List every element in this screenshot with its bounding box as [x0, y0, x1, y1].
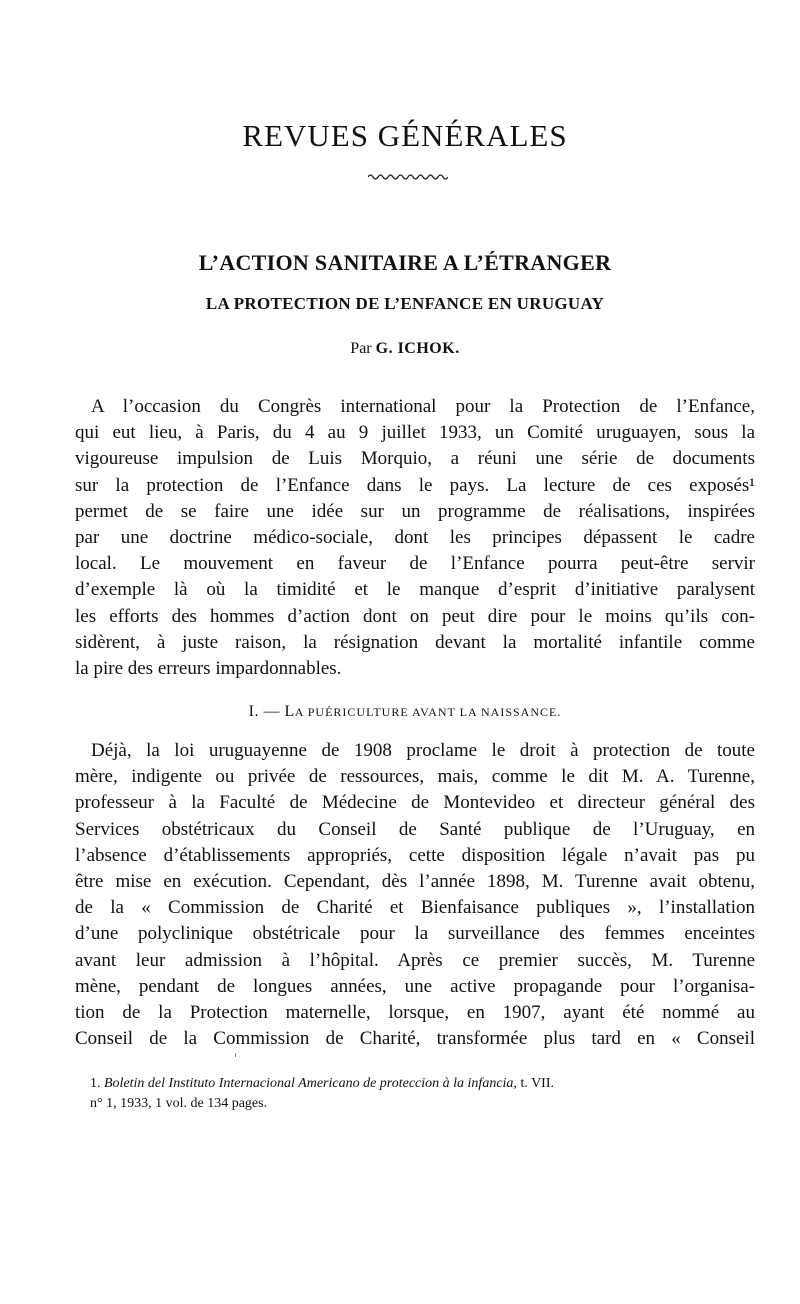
- footnote-number: 1.: [90, 1076, 101, 1091]
- footnote-source: Boletin del Instituto Internacional Americano de proteccion à la infancia,: [104, 1076, 517, 1091]
- section-heading: [0, 703, 800, 721]
- section-title: REVUES GÉNÉRALES: [242, 118, 568, 153]
- byline: [0, 340, 800, 358]
- text-line: local. Le mouvement en faveur de l’Enfance pourra peut-être servir: [75, 553, 755, 575]
- section-title-rest: A PUÉRICULTURE AVANT LA NAISSANCE.: [294, 705, 562, 719]
- wavy-ornament: [368, 172, 448, 182]
- section-number: I. —: [248, 703, 280, 720]
- article-title: L’ACTION SANITAIRE A L’ÉTRANGER: [198, 250, 612, 275]
- text-line: mère, indigente ou privée de ressources, mais, comme le dit M. A. Turenne,: [75, 766, 755, 788]
- text-line: la pire des erreurs impardonnables.: [75, 657, 342, 679]
- byline-prefix: Par: [350, 340, 372, 357]
- text-line: professeur à la Faculté de Médecine de Montevideo et directeur général des: [75, 792, 755, 814]
- footnote: [90, 1074, 754, 1114]
- footnote-separator: [235, 1053, 236, 1057]
- article-subtitle: LA PROTECTION DE L’ENFANCE EN URUGUAY: [205, 294, 605, 313]
- byline-author: G. ICHOK.: [375, 340, 460, 357]
- text-line: Services obstétricaux du Conseil de Santé publique de l’Uruguay, en: [75, 818, 755, 840]
- text-line: vigoureuse impulsion de Luis Morquio, a réuni une série de documents: [75, 448, 755, 470]
- text-line: par une doctrine médico-sociale, dont les principes dépassent le cadre: [75, 526, 755, 548]
- text-line: l’absence d’établissements appropriés, cette disposition légale n’avait pas pu: [75, 844, 755, 866]
- text-line: A l’occasion du Congrès international pour la Protection de l’Enfance,: [91, 396, 755, 417]
- text-line: avant leur admission à l’hôpital. Après ce premier succès, M. Turenne: [75, 949, 755, 971]
- text-line: mène, pendant de longues années, une active propagande pour l’organisa-: [75, 975, 755, 997]
- footnote-issue: n° 1, 1933, 1 vol. de 134 pages.: [90, 1096, 268, 1111]
- intro-paragraph: [75, 394, 755, 682]
- text-line: les efforts des hommes d’action dont on peut dire pour le moins qu’ils con-: [75, 605, 755, 627]
- text-line: de la « Commission de Charité et Bienfaisance publiques », l’installation: [75, 897, 755, 919]
- text-line: sidèrent, à juste raison, la résignation devant la mortalité infantile comme: [75, 631, 755, 653]
- footnote-line: [90, 1074, 754, 1094]
- text-line: d’exemple là où la timidité et le manque d’esprit d’initiative paralysent: [75, 579, 755, 601]
- section-paragraph: [75, 738, 755, 1052]
- text-line: tion de la Protection maternelle, lorsque, en 1907, ayant été nommé au: [75, 1001, 755, 1023]
- text-line: Conseil de la Commission de Charité, transformée plus tard en « Conseil: [75, 1028, 755, 1050]
- footnote-volume: t. VII.: [520, 1076, 555, 1091]
- text-line: sur la protection de l’Enfance dans le pays. La lecture de ces exposés¹: [75, 474, 755, 496]
- text-line: d’une polyclinique obstétricale pour la surveillance des femmes enceintes: [75, 923, 755, 945]
- text-line: Déjà, la loi uruguayenne de 1908 proclame le droit à protection de toute: [91, 740, 755, 761]
- text-line: être mise en exécution. Cependant, dès l’année 1898, M. Turenne avait obtenu,: [75, 870, 755, 892]
- text-line: qui eut lieu, à Paris, du 4 au 9 juillet 1933, un Comité uruguayen, sous la: [75, 422, 755, 444]
- text-line: permet de se faire une idée sur un programme de réalisations, inspirées: [75, 500, 755, 522]
- section-title-cap: L: [284, 703, 295, 720]
